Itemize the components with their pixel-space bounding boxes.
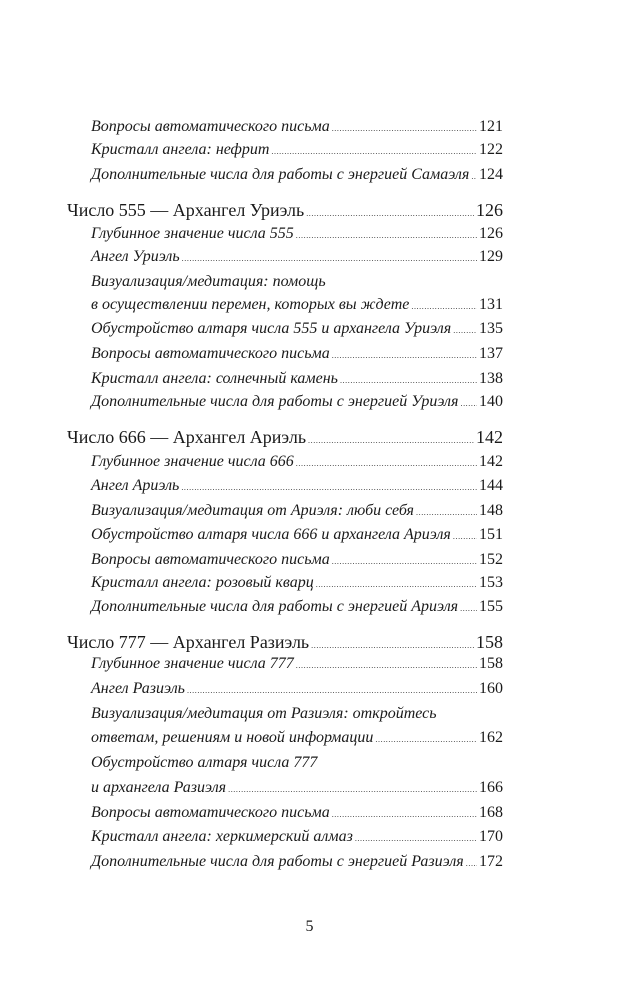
toc-page-number: 138 xyxy=(479,370,503,387)
dot-leader xyxy=(306,200,474,221)
toc-entry-line xyxy=(91,598,503,616)
toc-page-number: 172 xyxy=(479,853,503,870)
dot-leader xyxy=(296,655,477,673)
toc-entry xyxy=(0,166,619,190)
toc-entry-line xyxy=(91,551,503,569)
toc-page-number: 144 xyxy=(479,477,503,494)
toc-entry xyxy=(0,320,619,344)
toc-page-number: 158 xyxy=(476,632,503,652)
dot-leader xyxy=(460,393,477,411)
page-number: 5 xyxy=(305,918,314,935)
toc-entry-title: Число 777 — Архангел Разиэль xyxy=(67,632,310,652)
toc-entry-line xyxy=(91,118,503,136)
toc-entry-line xyxy=(91,477,503,495)
dot-leader xyxy=(316,574,477,592)
toc-page-number: 137 xyxy=(479,345,503,362)
toc-entry xyxy=(0,296,619,320)
dot-leader xyxy=(296,225,477,243)
toc-entry-line xyxy=(91,453,503,471)
dot-leader xyxy=(375,729,477,747)
toc-entry-title: Глубинное значение числа 777 xyxy=(91,655,294,672)
toc-entry-line xyxy=(91,225,503,243)
toc-entry-title: Ангел Разиэль xyxy=(91,680,185,697)
toc-page-number: 166 xyxy=(479,779,503,796)
toc-entry-line xyxy=(91,853,503,871)
dot-leader xyxy=(416,502,477,520)
toc-page-number: 158 xyxy=(479,655,503,672)
dot-leader xyxy=(332,345,477,363)
toc-page-number: 124 xyxy=(479,166,503,183)
toc-entry xyxy=(0,345,619,369)
toc-page-number: 142 xyxy=(479,453,503,470)
toc-entry-line xyxy=(91,393,503,411)
toc-entry-title: Вопросы автоматического письма xyxy=(91,118,330,135)
dot-leader xyxy=(308,427,474,448)
toc-entry xyxy=(0,551,619,575)
toc-entry-title: Кристалл ангела: солнечный камень xyxy=(91,370,338,387)
toc-page-number: 151 xyxy=(479,526,503,543)
toc-entry-title: Глубинное значение числа 555 xyxy=(91,225,294,242)
toc-entry-line xyxy=(91,574,503,592)
toc-page-number: 168 xyxy=(479,804,503,821)
toc-entry-title: Дополнительные числа для работы с энергией Ариэля xyxy=(91,598,459,615)
toc-entry-line xyxy=(91,680,503,698)
toc-entry-title: Обустройство алтаря числа 666 и архангела Ариэля xyxy=(91,526,451,543)
toc-entry-line xyxy=(67,632,503,653)
dot-leader xyxy=(471,166,477,184)
toc-entry xyxy=(0,680,619,704)
toc-entry xyxy=(0,393,619,417)
toc-entry-title: Кристалл ангела: розовый кварц xyxy=(91,574,314,591)
toc-entry-title: Дополнительные числа для работы с энергией Разиэля xyxy=(91,853,464,870)
dot-leader xyxy=(332,551,477,569)
toc-entry-title: Обустройство алтаря числа 777 xyxy=(91,754,318,771)
toc-entry-line xyxy=(91,729,503,747)
dot-leader xyxy=(332,118,477,136)
toc-page-number: 131 xyxy=(479,296,503,313)
toc-entry-line xyxy=(91,526,503,544)
toc-page-number: 153 xyxy=(479,574,503,591)
dot-leader xyxy=(332,804,477,822)
toc-entry xyxy=(0,574,619,598)
dot-leader xyxy=(182,248,477,266)
dot-leader xyxy=(466,853,477,871)
toc-entry-line xyxy=(91,345,503,363)
toc-entry xyxy=(0,705,619,729)
toc-entry xyxy=(0,225,619,249)
toc-entry-title: Кристалл ангела: нефрит xyxy=(91,141,270,158)
toc-entry-line xyxy=(91,273,503,291)
toc-entry-line xyxy=(91,779,503,797)
toc-entry xyxy=(0,754,619,778)
toc-entry xyxy=(0,370,619,394)
toc-entry-line xyxy=(91,828,503,846)
toc-entry-title: Визуализация/медитация от Разиэля: откройтесь xyxy=(91,705,437,722)
toc-page-number: 148 xyxy=(479,502,503,519)
toc-entry-title: Визуализация/медитация от Ариэля: люби себя xyxy=(91,502,414,519)
toc-page-number: 140 xyxy=(479,393,503,410)
toc-entry-title: Дополнительные числа для работы с энергией Уриэля xyxy=(91,393,459,410)
dot-leader xyxy=(271,141,477,159)
dot-leader xyxy=(181,477,477,495)
toc-entry-title: Кристалл ангела: херкимерский алмаз xyxy=(91,828,353,845)
toc-entry-line xyxy=(91,248,503,266)
toc-page-number: 126 xyxy=(479,225,503,242)
toc-entry-title: Число 555 — Архангел Уриэль xyxy=(67,200,305,220)
toc-page-number: 152 xyxy=(479,551,503,568)
toc-entry-title: ответам, решениям и новой информации xyxy=(91,729,374,746)
toc-entry xyxy=(0,853,619,877)
toc-chapter-entry xyxy=(0,632,619,656)
toc-entry-line xyxy=(91,502,503,520)
toc-page-number: 155 xyxy=(479,598,503,615)
toc-entry xyxy=(0,248,619,272)
toc-entry-title: и архангела Разиэля xyxy=(91,779,227,796)
toc-entry xyxy=(0,729,619,753)
toc-entry-title: Визуализация/медитация: помощь xyxy=(91,273,326,290)
dot-leader xyxy=(311,632,474,653)
dot-leader xyxy=(453,526,477,544)
toc-page-number: 162 xyxy=(479,729,503,746)
toc-entry-line xyxy=(91,804,503,822)
toc-entry xyxy=(0,779,619,803)
toc-page-number: 121 xyxy=(479,118,503,135)
toc-page-number: 129 xyxy=(479,248,503,265)
dot-leader xyxy=(460,598,477,616)
toc-entry-line xyxy=(67,427,503,448)
toc-entry xyxy=(0,453,619,477)
toc-entry xyxy=(0,828,619,852)
toc-entry-line xyxy=(91,166,503,184)
toc-page-number: 170 xyxy=(479,828,503,845)
dot-leader xyxy=(187,680,477,698)
toc-entry xyxy=(0,804,619,828)
dot-leader xyxy=(228,779,477,797)
toc-entry-title: Ангел Уриэль xyxy=(91,248,180,265)
toc-page-number: 122 xyxy=(479,141,503,158)
toc-page-number: 142 xyxy=(476,427,503,447)
dot-leader xyxy=(355,828,477,846)
dot-leader xyxy=(296,453,477,471)
toc-page-number: 126 xyxy=(476,200,503,220)
toc-chapter-entry xyxy=(0,427,619,451)
toc-entry-title: Вопросы автоматического письма xyxy=(91,804,330,821)
toc-entry-title: Ангел Ариэль xyxy=(91,477,180,494)
toc-page-number: 160 xyxy=(479,680,503,697)
toc-entry-title: Дополнительные числа для работы с энергией Самаэля xyxy=(91,166,470,183)
toc-entry-line xyxy=(91,370,503,388)
toc-entry xyxy=(0,141,619,165)
toc-page-number: 135 xyxy=(479,320,503,337)
toc-entry-line xyxy=(91,320,503,338)
dot-leader xyxy=(453,320,477,338)
toc-entry-line xyxy=(91,655,503,673)
toc-entry-line xyxy=(91,754,503,772)
toc-entry xyxy=(0,118,619,142)
toc-entry-line xyxy=(91,296,503,314)
toc-entry-title: в осуществлении перемен, которых вы ждете xyxy=(91,296,410,313)
toc-entry-line xyxy=(91,141,503,159)
dot-leader xyxy=(340,370,477,388)
toc-entry xyxy=(0,526,619,550)
toc-entry-line xyxy=(91,705,503,723)
toc-entry xyxy=(0,477,619,501)
toc-entry-title: Вопросы автоматического письма xyxy=(91,345,330,362)
toc-entry-title: Глубинное значение числа 666 xyxy=(91,453,294,470)
toc-entry xyxy=(0,598,619,622)
toc-entry-title: Вопросы автоматического письма xyxy=(91,551,330,568)
toc-entry-line xyxy=(67,200,503,221)
toc-entry xyxy=(0,273,619,297)
dot-leader xyxy=(411,296,477,314)
toc-entry xyxy=(0,655,619,679)
toc-entry xyxy=(0,502,619,526)
toc-entry-title: Обустройство алтаря числа 555 и архангела Уриэля xyxy=(91,320,452,337)
toc-entry-title: Число 666 — Архангел Ариэль xyxy=(67,427,307,447)
toc-chapter-entry xyxy=(0,200,619,224)
